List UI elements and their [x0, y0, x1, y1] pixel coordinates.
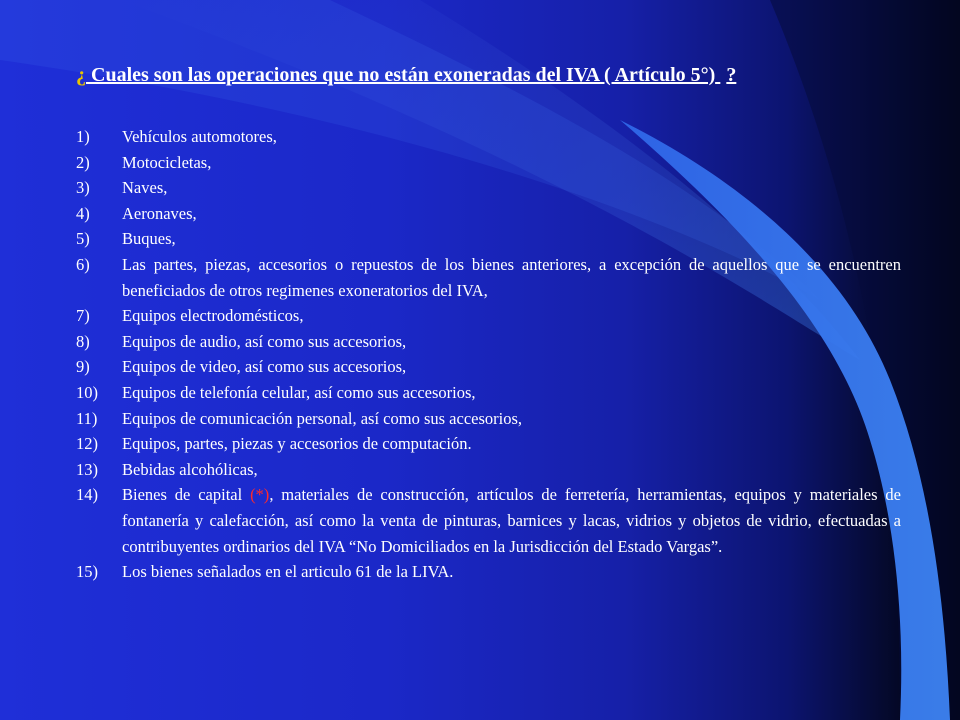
item-text: Las partes, piezas, accesorios o repuestos de los bienes anteriores, a excepción de aquellos que se encuentren beneficiados de otros regimenes exoneratorios del IVA, [122, 254, 901, 300]
list-item [76, 406, 901, 432]
list-item [76, 329, 901, 355]
list-item [76, 559, 901, 585]
item-text: Equipos de audio, así como sus accesorios, [122, 331, 407, 351]
item-number: 13) [76, 459, 98, 479]
item-number: 6) [76, 254, 90, 274]
item-text: Bebidas alcohólicas, [122, 459, 258, 479]
list-item [76, 457, 901, 483]
item-number: 11) [76, 408, 98, 428]
item-text: Equipos de comunicación personal, así como sus accesorios, [122, 408, 523, 428]
item-text: Equipos de telefonía celular, así como sus accesorios, [122, 382, 476, 402]
capital-goods-asterisk-note: (*) [250, 485, 270, 505]
item-number: 12) [76, 434, 98, 454]
item-number: 4) [76, 203, 90, 223]
item-number: 15) [76, 562, 98, 582]
list-item [76, 124, 901, 150]
item-number: 7) [76, 306, 90, 326]
list-item [76, 380, 901, 406]
item-text-before: Bienes de capital [122, 485, 251, 505]
item-text: Motocicletas, [122, 152, 212, 172]
item-text: Equipos, partes, piezas y accesorios de computación. [122, 434, 472, 454]
item-text [122, 482, 901, 559]
list-item [76, 226, 901, 252]
list-item [76, 354, 901, 380]
list-item [76, 482, 901, 559]
item-text: Equipos electrodomésticos, [122, 306, 304, 326]
item-text: Vehículos automotores, [122, 127, 277, 146]
title-text: Cuales son las operaciones que no están exoneradas del IVA ( Artículo 5°) [91, 64, 716, 86]
item-number: 14) [76, 485, 98, 505]
slide-title [76, 64, 896, 87]
list-item [76, 431, 901, 457]
item-text: Equipos de video, así como sus accesorios, [122, 357, 407, 377]
item-number: 8) [76, 331, 90, 351]
item-text: Los bienes señalados en el articulo 61 de la LIVA. [122, 562, 454, 582]
item-text: Aeronaves, [122, 203, 197, 223]
item-number: 9) [76, 357, 90, 377]
item-number: 3) [76, 178, 90, 198]
item-number: 10) [76, 382, 98, 402]
title-open-question-mark: ¿ [76, 64, 86, 86]
item-number: 2) [76, 152, 90, 172]
title-close-question-mark: ? [726, 64, 737, 86]
item-number: 1) [76, 127, 90, 146]
item-text: Naves, [122, 178, 168, 198]
item-text-after: , materiales de construcción, artículos de ferretería, herramientas, equipos y materiales de fontanería y calefacción, así como la venta de pinturas, barnices y lacas, vidrios y objetos de vidrio, efectuadas a contribuyentes ordinarios del IVA “No Domiciliados en la Jurisdicción del Estado Vargas”. [122, 485, 901, 556]
exempt-operations-list [76, 124, 901, 585]
list-item [76, 175, 901, 201]
item-text: Buques, [122, 229, 176, 249]
list-item [76, 201, 901, 227]
list-item [76, 303, 901, 329]
list-item [76, 150, 901, 176]
list-item [76, 252, 901, 303]
item-number: 5) [76, 229, 90, 249]
